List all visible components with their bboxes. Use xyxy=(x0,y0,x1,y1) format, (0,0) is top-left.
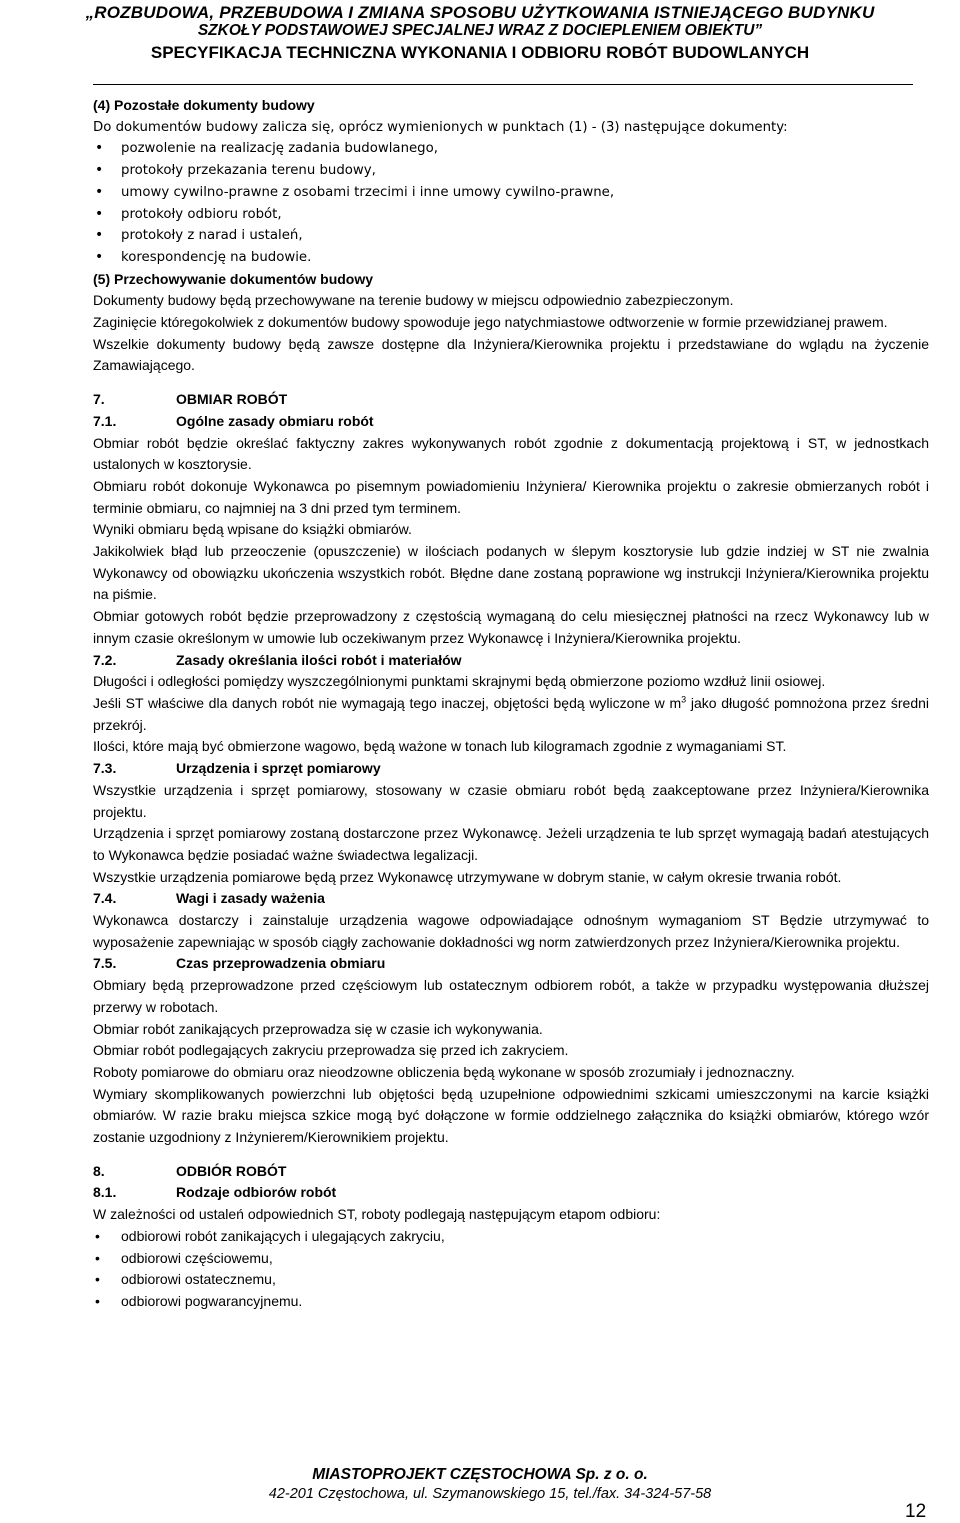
s74-paragraph: Wykonawca dostarczy i zainstaluje urządzenia wagowe odpowiadające odnośnym wymaganiom ST Będzie utrzymywać to wyposażenie zapewniając w sposób ciągły zachowanie dokładności wg norm zatwierdzonych przez Inżyniera/Kierownika projektu. xyxy=(93,912,929,950)
s71-paragraph: Wyniki obmiaru będą wpisane do książki obmiarów. xyxy=(93,521,412,538)
footer-company: MIASTOPROJEKT CZĘSTOCHOWA Sp. z o. o. xyxy=(312,1466,648,1483)
s71-paragraph: Obmiar gotowych robót będzie przeprowadzony z częstością wymaganą do celu miesięcznej płatności na rzecz Wykonawcy lub w innym czasie określonym w umowie lub oczekiwanym przez Wykonawcę i Inżyniera/Kierownika projektu. xyxy=(93,608,929,646)
bullet-icon: • xyxy=(95,183,104,200)
list-item: • odbiorowi ostatecznemu, xyxy=(93,1269,929,1291)
bullet-icon: • xyxy=(95,205,104,222)
list-item: • protokoły przekazania terenu budowy, xyxy=(93,160,929,182)
page-number: 12 xyxy=(905,1501,927,1522)
header-title-line2: SZKOŁY PODSTAWOWEJ SPECJALNEJ WRAZ Z DOCIEPLENIEM OBIEKTU” xyxy=(197,22,763,39)
section-8-1-heading: 8.1. Rodzaje odbiorów robót xyxy=(93,1184,337,1201)
s5-heading: (5) Przechowywanie dokumentów budowy xyxy=(93,270,374,287)
list-item: • protokoły odbioru robót, xyxy=(93,204,929,226)
s4-list xyxy=(93,138,929,268)
bullet-icon: • xyxy=(95,1292,100,1309)
list-item: • umowy cywilno-prawne z osobami trzecimi i inne umowy cywilno-prawne, xyxy=(93,182,929,204)
s73-paragraph: Wszystkie urządzenia pomiarowe będą przez Wykonawcę utrzymywane w dobrym stanie, w całym okresie trwania robót. xyxy=(93,868,842,885)
bullet-icon: • xyxy=(95,162,104,179)
section-7-2-heading: 7.2. Zasady określania ilości robót i materiałów xyxy=(93,651,462,668)
section-7-heading: 7. OBMIAR ROBÓT xyxy=(93,391,288,408)
s75-paragraph: Obmiary będą przeprowadzone przed częściowym lub ostatecznym odbiorem robót, a także w przypadku występowania dłuższej przerwy w robotach. xyxy=(93,977,929,1015)
list-item: • odbiorowi pogwarancyjnemu. xyxy=(93,1291,929,1313)
bullet-icon: • xyxy=(95,1227,100,1244)
section-7-3-heading: 7.3. Urządzenia i sprzęt pomiarowy xyxy=(93,760,381,777)
s5-paragraph: Zaginięcie któregokolwiek z dokumentów budowy spowoduje jego natychmiastowe odtworzenie w formie przewidzianej prawem. xyxy=(93,314,888,331)
section-7-5-heading: 7.5. Czas przeprowadzenia obmiaru xyxy=(93,955,386,972)
s72-paragraph: Jeśli ST właściwe dla danych robót nie wymagają tego inaczej, objętości będą wyliczone w $m^3$ jako długość pomnożona przez średni przekrój. xyxy=(93,694,929,733)
document-body xyxy=(93,95,929,1313)
header-title-line1: „ROZBUDOWA, PRZEBUDOWA I ZMIANA SPOSOBU UŻYTKOWANIA ISTNIEJĄCEGO BUDYNKU xyxy=(85,3,875,22)
s75-paragraph: Obmiar robót podlegających zakryciu przeprowadza się przed ich zakryciem. xyxy=(93,1042,569,1059)
header-spec-title: SPECYFIKACJA TECHNICZNA WYKONANIA I ODBIORU ROBÓT BUDOWLANYCH xyxy=(150,43,810,62)
s71-paragraph: Obmiaru robót dokonuje Wykonawca po pisemnym powiadomieniu Inżyniera/ Kierownika projektu o zakresie obmierzanych robót i terminie obmiaru, co najmniej na 3 dni przed tym terminem. xyxy=(93,477,929,516)
s81-list xyxy=(93,1226,929,1313)
s71-paragraph: Jakikolwiek błąd lub przeoczenie (opuszczenie) w ilościach podanych w ślepym kosztorysie lub gdzie indziej w ST nie zwalnia Wykonawcy od obowiązku ukończenia wszystkich robót. Błędne dane zostaną poprawione wg instrukcji Inżyniera/Kierownika projektu na piśmie. xyxy=(93,543,929,603)
list-item: • odbiorowi częściowemu, xyxy=(93,1248,929,1270)
bullet-icon: • xyxy=(95,140,104,157)
bullet-icon: • xyxy=(95,1271,100,1288)
bullet-icon: • xyxy=(95,248,104,265)
s5-paragraph: Dokumenty budowy będą przechowywane na terenie budowy w miejscu odpowiednio zabezpieczonym. xyxy=(93,292,734,309)
s72-paragraph: Długości i odległości pomiędzy wyszczególnionymi punktami skrajnymi będą obmierzone poziomo wzdłuż linii osiowej. xyxy=(93,673,826,690)
section-7-1-heading: 7.1. Ogólne zasady obmiaru robót xyxy=(93,412,374,429)
s75-paragraph: Obmiar robót zanikających przeprowadza się w czasie ich wykonywania. xyxy=(93,1020,543,1037)
section-8-heading: 8. ODBIÓR ROBÓT xyxy=(93,1162,287,1179)
list-item: • pozwolenie na realizację zadania budowlanego, xyxy=(93,138,929,160)
s75-paragraph: Wymiary skomplikowanych powierzchni lub objętości będą uzupełnione odpowiednimi szkicami umieszczonymi na karcie książki obmiarów. W razie braku miejsca szkice mogą być dołączone w formie oddzielnego załącznika do książki obmiarów, którego wzór zostanie uzgodniony z Inżynierem/Kierownikiem projektu. xyxy=(93,1085,929,1146)
list-item: • protokoły z narad i ustaleń, xyxy=(93,225,929,247)
s4-heading: (4) Pozostałe dokumenty budowy xyxy=(93,97,315,113)
s5-paragraph: Wszelkie dokumenty budowy będą zawsze dostępne dla Inżyniera/Kierownika projektu i przedstawiane do wglądu na życzenie Zamawiającego. xyxy=(93,335,929,374)
bullet-icon: • xyxy=(95,227,104,244)
footer-address: 42-201 Częstochowa, ul. Szymanowskiego 15, tel./fax. 34-324-57-58 xyxy=(268,1486,712,1502)
list-item: • odbiorowi robót zanikających i ulegających zakryciu, xyxy=(93,1226,929,1248)
s81-intro: W zależności od ustaleń odpowiednich ST, roboty podlegają następującym etapom odbioru: xyxy=(93,1206,661,1223)
list-item: • korespondencję na budowie. xyxy=(93,247,929,269)
s4-intro: Do dokumentów budowy zalicza się, oprócz wymienionych w punktach (1) - (3) następujące dokumenty: xyxy=(93,119,788,135)
s73-paragraph: Wszystkie urządzenia i sprzęt pomiarowy, stosowany w czasie obmiaru robót będą zaakceptowane przez Inżyniera/Kierownika projektu. xyxy=(93,781,929,820)
s75-paragraph: Roboty pomiarowe do obmiaru oraz nieodzowne obliczenia będą wykonane w sposób zrozumiały i jednoznaczny. xyxy=(93,1063,795,1080)
bullet-icon: • xyxy=(95,1249,100,1266)
s71-paragraph: Obmiar robót będzie określać faktyczny zakres wykonywanych robót zgodnie z dokumentacją projektową i ST, w jednostkach ustalonych w kosztorysie. xyxy=(93,434,929,473)
section-7-4-heading: 7.4. Wagi i zasady ważenia xyxy=(93,890,325,907)
s72-paragraph: Ilości, które mają być obmierzone wagowo, będą ważone w tonach lub kilogramach zgodnie z wymaganiami ST. xyxy=(93,738,787,755)
header-divider xyxy=(93,84,913,85)
s73-paragraph: Urządzenia i sprzęt pomiarowy zostaną dostarczone przez Wykonawcę. Jeżeli urządzenia te lub sprzęt wymagają badań atestujących to Wykonawca będzie posiadać ważne świadectwa legalizacji. xyxy=(93,825,929,863)
